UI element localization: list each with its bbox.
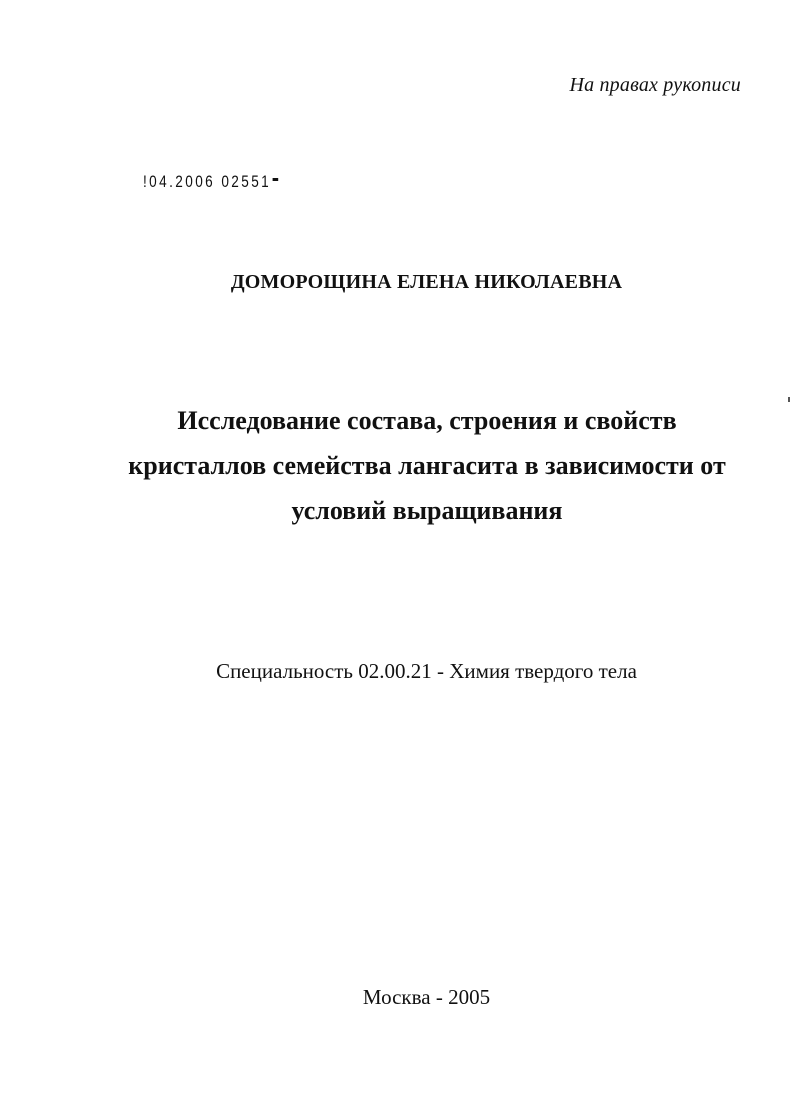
city-year: Москва - 2005 [362, 985, 491, 1009]
specialty-line: Специальность 02.00.21 - Химия твердого тела [216, 659, 637, 683]
author-name: ДОМОРОЩИНА ЕЛЕНА НИКОЛАЕВНА [230, 271, 623, 293]
catalog-number [143, 172, 278, 192]
thesis-title-line-1: Исследование состава, строения и свойств [177, 406, 677, 435]
scan-speck [788, 397, 790, 402]
thesis-title-line-3: условий выращивания [291, 496, 563, 525]
catalog-dash-mark [273, 178, 279, 181]
thesis-title-line-2: кристаллов семейства лангасита в зависимости от [128, 451, 726, 480]
manuscript-note: На правах рукописи [569, 74, 741, 96]
thesis-title [100, 398, 754, 533]
catalog-number-text: !04.2006 02551 [143, 172, 272, 191]
